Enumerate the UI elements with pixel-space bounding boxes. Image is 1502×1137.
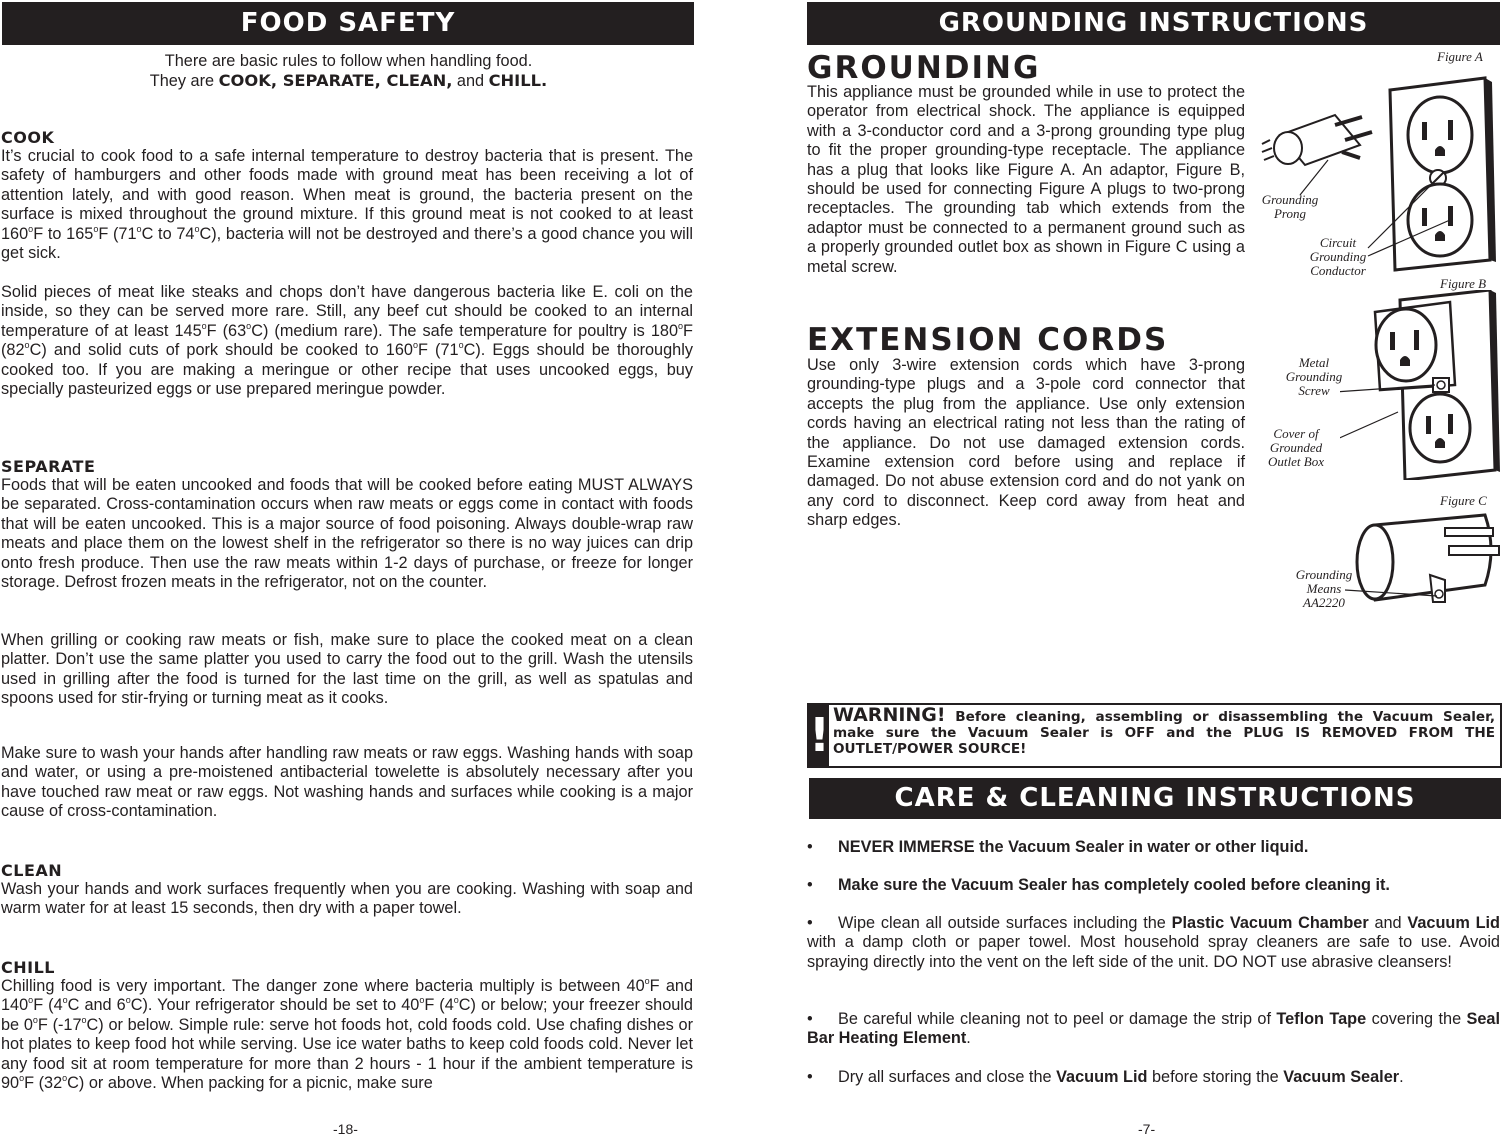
separate-paragraph-1: Foods that will be eaten uncooked and foods that will be cooked before eating MUST ALWAYS be separated. Cross-contamination occurs when raw meats or eggs come in contact with foods that will be eaten uncooked. This is a major source of food poisoning. Always double-wrap raw meats and place them on the lowest shelf in the refrigerator so there is no way juices can drip onto fresh produce. Then use the raw meats within 1-2 days of purchase, or freeze for longer storage. Defrost frozen meats in the refrigerator, not on the counter. xyxy=(1,476,693,592)
food-safety-banner: FOOD SAFETY xyxy=(2,2,694,45)
clean-heading: CLEAN xyxy=(1,861,63,880)
grounding-paragraph: This appliance must be grounded while in use to protect the operator from electrical shock. The appliance is equipped with a 3-conductor cord and a 3-prong grounding type plug to fit the proper grounding-type receptacle. The appliance has a plug that looks like Figure A. An adaptor, Figure B, should be used for connecting Figure A plugs to two-prong receptacles. The grounding tab which extends from the adaptor must be connected to a permanent ground such as a properly grounded outlet box as shown in Figure C using a metal screw. xyxy=(807,83,1245,276)
care-bullet-2: • Make sure the Vacuum Sealer has completely cooled before cleaning it. xyxy=(807,876,1390,894)
clean-paragraph: Wash your hands and work surfaces frequently when you are cooking. Washing with soap and warm water for at least 15 seconds, then dry with a paper towel. xyxy=(1,880,693,918)
chill-heading: CHILL xyxy=(1,958,55,977)
separate-heading: SEPARATE xyxy=(1,457,96,476)
care-bullet-4: • Be careful while cleaning not to peel or damage the strip of Teflon Tape covering the Seal Bar Heating Element. xyxy=(807,1010,1500,1048)
figure-a-callout-grounding-prong: Grounding Prong xyxy=(1261,192,1319,221)
intro-line-1: There are basic rules to follow when handling food. xyxy=(164,52,533,70)
care-bullet-3: • Wipe clean all outside surfaces including the Plastic Vacuum Chamber and Vacuum Lid with a damp cloth or paper towel. Most household spray cleaners are safe to use. Avoid spraying directly into the vent on the left side of the unit. DO NOT use abrasive cleansers! xyxy=(807,914,1500,971)
figure-b-callout-metal-grounding-screw: Metal Grounding Screw xyxy=(1285,355,1343,398)
extension-cords-paragraph: Use only 3-wire extension cords which have 3-prong grounding-type plugs and a 3-pole cord connector that accepts the plug from the appliance. Use only extension cords having an electrical rating not less than the rating of the appliance. Do not use damaged extension cords. Examine extension cord before using and replace if damaged. Do not abuse extension cord and do not yank on any cord to disconnect. Keep cord away from heat and sharp edges. xyxy=(807,356,1245,530)
grounding-banner: GROUNDING INSTRUCTIONS xyxy=(807,2,1500,45)
figure-b-callout-cover-of-grounded-outlet-box: Cover of Grounded Outlet Box xyxy=(1268,426,1324,469)
figure-c-illustration xyxy=(1345,510,1500,610)
food-safety-intro xyxy=(0,52,697,92)
chill-paragraph: Chilling food is very important. The danger zone where bacteria multiply is between 40$^o$F and 140$^o$F (4$^o$C and 6$^o$C). Your refrigerator should be set to 40$^o$F (4$^o$C) or below; your freezer should be 0$^o$F (-17$^o$C) or below. Simple rule: serve hot foods hot, cold foods cold. Use chafing dishes or hot plates to keep food hot while serving. Use ice water baths to keep cold foods cold. Never let any food sit at room temperature for more than 2 hours - 1 hour if the ambient temperature is 90$^o$F (32$^o$C) or above. When packing for a picnic, make sure xyxy=(1,976,693,1093)
extension-cords-heading: EXTENSION CORDS xyxy=(807,322,1169,358)
figure-b-label: Figure B xyxy=(1440,276,1487,291)
separate-paragraph-3: Make sure to wash your hands after handling raw meats or raw eggs. Washing hands with soap and water, or using a pre-moistened antibacterial towelette is absolutely necessary after you have touched raw meat or raw eggs. Not washing hands and surfaces while cooking is a major cause of cross-contamination. xyxy=(1,744,693,821)
separate-paragraph-2: When grilling or cooking raw meats or fish, make sure to place the cooked meat on a clean platter. Don’t use the same platter you used to carry the food out to the grill. Wash the utensils used in grilling after the food is turned for the last time on the grill, as well as spatulas and spoons used for stir-frying or turning meat as it cooks. xyxy=(1,631,693,708)
figure-c-callout-grounding-means: Grounding Means AA2220 xyxy=(1295,567,1353,610)
care-bullet-5: • Dry all surfaces and close the Vacuum Lid before storing the Vacuum Sealer. xyxy=(807,1068,1404,1086)
figure-c-label: Figure C xyxy=(1440,493,1487,508)
care-bullet-1: • NEVER IMMERSE the Vacuum Sealer in water or other liquid. xyxy=(807,838,1309,856)
warning-box xyxy=(807,703,1502,768)
page-number-right: -7- xyxy=(1138,1121,1156,1137)
grounding-heading: GROUNDING xyxy=(807,50,1041,86)
warning-exclamation-icon: ! xyxy=(809,705,829,766)
figure-a-callout-circuit-grounding-conductor: Circuit Grounding Conductor xyxy=(1309,235,1367,278)
cook-paragraph-2: Solid pieces of meat like steaks and chops don’t have dangerous bacteria like E. coli on the inside, so they can be served more rare. Still, any beef cut should be cooked to an internal temperature of at least 145$^o$F (63$^o$C) (medium rare). The safe temperature for poultry is 180$^o$F (82$^o$C) and solid cuts of pork should be cooked to 160$^o$F (71$^o$C). Eggs should be thoroughly cooked too. If you are making a meringue or other recipe that uses uncooked eggs, buy specially pasteurized eggs or use prepared meringue powder. xyxy=(1,283,693,399)
warning-text: WARNING! Before cleaning, assembling or disassembling the Vacuum Sealer, make sure the Vacuum Sealer is OFF and the PLUG IS REMOVED FROM THE OUTLET/POWER SOURCE! xyxy=(833,704,1495,757)
cook-paragraph-1: It’s crucial to cook food to a safe internal temperature to destroy bacteria that is present. The safety of hamburgers and other foods made with ground meat has been receiving a lot of attention lately, and with good reason. When meat is ground, the bacteria present on the surface is mixed throughout the ground mixture. If this ground meat is not cooked to at least 160$^o$F to 165$^o$F (71$^o$C to 74$^o$C), bacteria will not be destroyed and there’s a good chance you will get sick. xyxy=(1,147,693,263)
figure-b-illustration xyxy=(1340,290,1500,480)
intro-line-2: They are COOK, SEPARATE, CLEAN, and CHILL. xyxy=(149,71,548,91)
care-cleaning-banner: CARE & CLEANING INSTRUCTIONS xyxy=(809,778,1501,819)
figure-a-label: Figure A xyxy=(1437,49,1483,64)
warning-word: WARNING! xyxy=(833,704,946,726)
page-number-left: -18- xyxy=(333,1121,358,1137)
cook-heading: COOK xyxy=(1,128,55,147)
